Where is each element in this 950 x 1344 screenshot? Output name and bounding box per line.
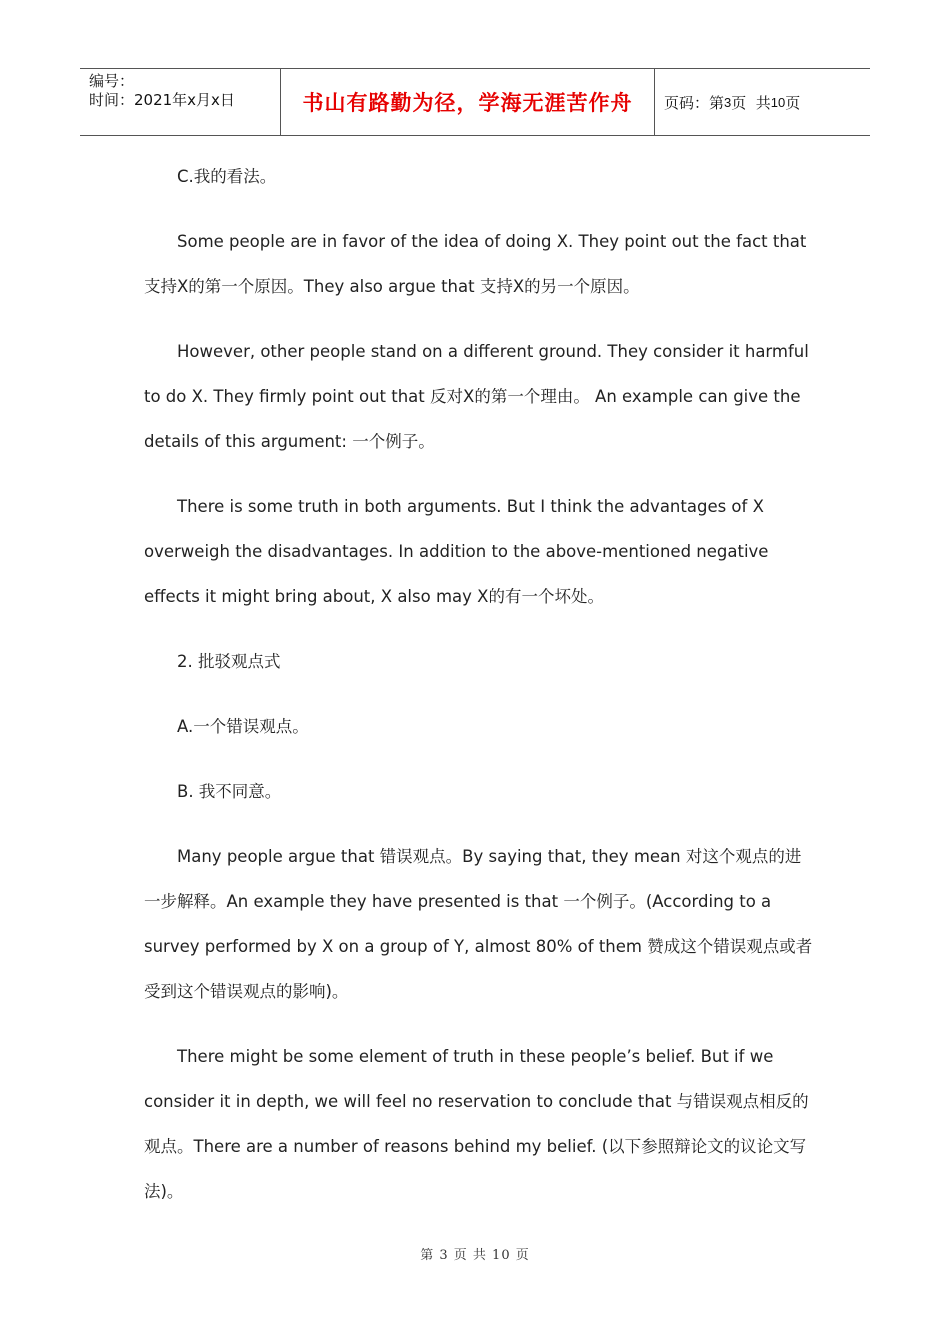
paragraph: There is some truth in both arguments. But I think the advantages of X overweigh the disadvantages. In addition to the above-mentioned negative effects it might bring about, X also may X的有一个坏处。: [144, 497, 769, 606]
page-suffix: 页: [785, 93, 801, 112]
date-label: 时间：2021年x月x日: [89, 91, 235, 109]
serial-number-label: 编号：: [89, 72, 135, 90]
document-body: [144, 154, 814, 1234]
page-current: 3: [724, 94, 732, 110]
section-heading: 2. 批驳观点式: [177, 652, 281, 671]
paragraph: A.一个错误观点。: [177, 717, 309, 736]
page-prefix: 页码：第: [664, 93, 725, 112]
page-middle: 页 共: [731, 93, 771, 112]
page-footer: 第 3 页 共 10 页: [420, 1248, 530, 1263]
header-motto: 书山有路勤为径，学海无涯苦作舟: [302, 90, 633, 115]
paragraph: Some people are in favor of the idea of doing X. They point out the fact that 支持X的第一个原因。They also argue that 支持X的另一个原因。: [144, 232, 807, 296]
page-header: [80, 68, 870, 136]
header-divider: [654, 69, 655, 135]
paragraph: B. 我不同意。: [177, 782, 282, 801]
header-page-info: [664, 69, 800, 135]
header-meta: [80, 69, 280, 135]
paragraph: However, other people stand on a different ground. They consider it harmful to do X. They firmly point out that 反对X的第一个理由。 An example can give the details of this argument: 一个例子。: [144, 342, 809, 451]
page-total: 10: [770, 94, 786, 110]
paragraph: C.我的看法。: [177, 167, 277, 186]
paragraph: There might be some element of truth in these people’s belief. But if we consider it in depth, we will feel no reservation to conclude that 与错误观点相反的观点。There are a number of reasons behind my belief. (以下参照辩论文的议论文写法)。: [144, 1047, 809, 1201]
paragraph: Many people argue that 错误观点。By saying that, they mean 对这个观点的进一步解释。An example they have presented is that 一个例子。(According to a survey performed by X on a group of Y, almost 80% of them 赞成这个错误观点或者受到这个错误观点的影响)。: [144, 847, 813, 1001]
